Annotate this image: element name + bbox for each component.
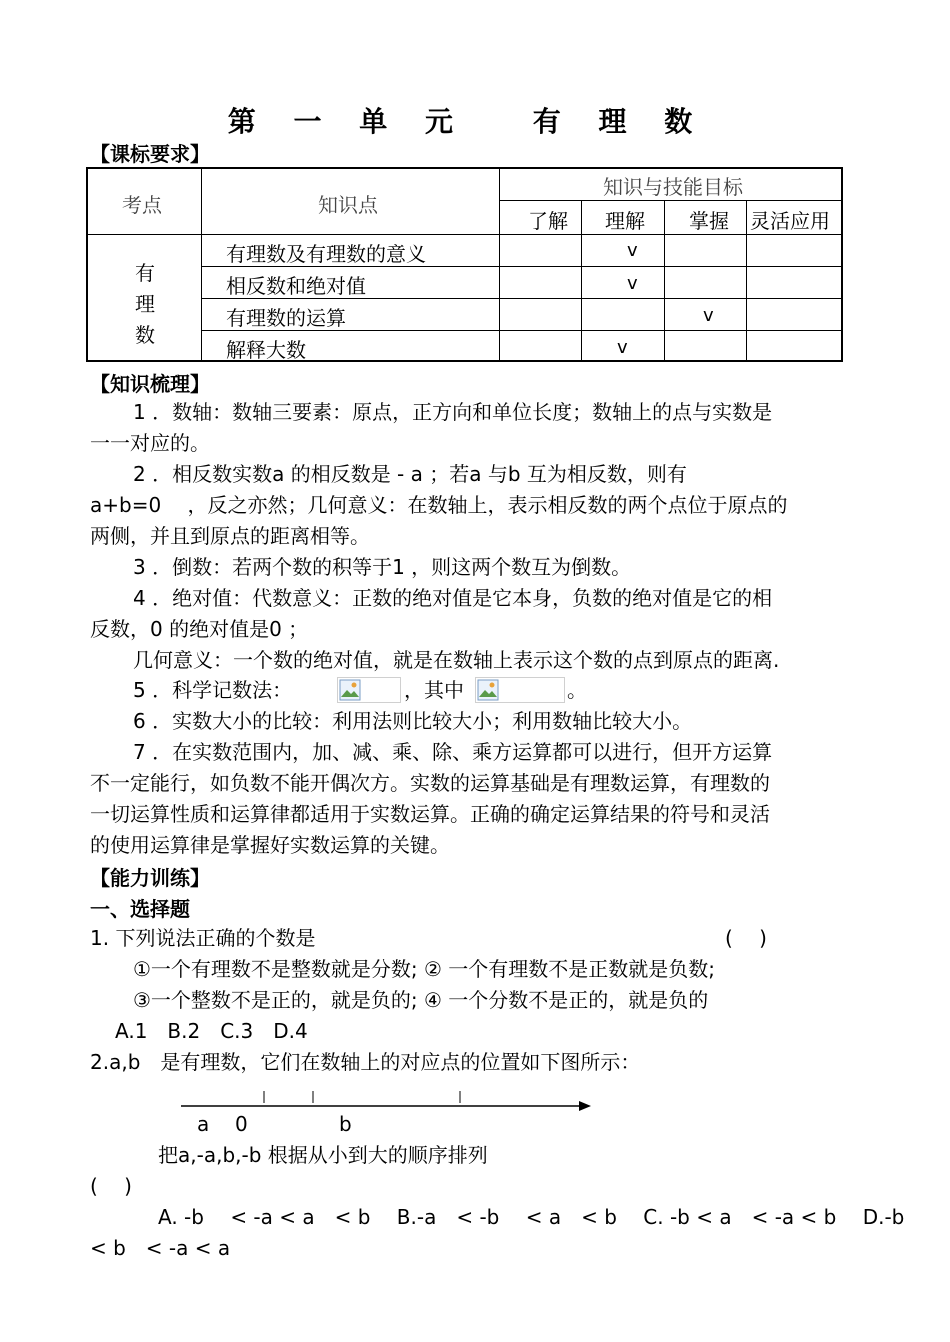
table-row-item: 解释大数	[226, 338, 306, 362]
answer-bracket: ( )	[90, 1174, 132, 1198]
paragraph-line: 1 ．数轴：数轴三要素：原点，正方向和单位长度；数轴上的点与实数是	[133, 400, 773, 424]
question-stem: 2.a,b 是有理数，它们在数轴上的对应点的位置如下图所示：	[90, 1050, 641, 1074]
question-stem: 1. 下列说法正确的个数是	[90, 926, 316, 950]
table-divider	[581, 201, 582, 360]
table-row-item: 有理数的运算	[226, 306, 346, 330]
paragraph-line: 7 ．在实数范围内，加、减、乘、除、乘方运算都可以进行，但开方运算	[133, 740, 773, 764]
answer-bracket: ( )	[725, 926, 767, 950]
section-heading-knowledge: 【知识梳理】	[90, 372, 210, 396]
subheader-liaojie: 了解	[528, 209, 568, 233]
header-goal: 知识与技能目标	[603, 175, 743, 199]
paragraph-line: 6 ．实数大小的比较：利用法则比较大小；利用数轴比较大小。	[133, 709, 693, 733]
section-heading-standards: 【课标要求】	[90, 142, 210, 166]
header-zhishidian: 知识点	[318, 193, 378, 217]
formula-image-placeholder	[475, 677, 565, 703]
axis-label-b: b	[339, 1112, 352, 1136]
paragraph-line: 2 ．相反数实数a 的相反数是 - a ；若a 与b 互为相反数，则有	[133, 462, 687, 486]
paragraph-line: 两侧，并且到原点的距离相等。	[90, 524, 370, 548]
question-options: A.1 B.2 C.3 D.4	[115, 1019, 308, 1043]
question-statement: ③一个整数不是正的，就是负的; ④ 一个分数不是正的，就是负的	[133, 988, 709, 1012]
subheader-lijie: 理解	[605, 209, 645, 233]
paragraph-line: 不一定能行，如负数不能开偶次方。实数的运算基础是有理数运算，有理数的	[90, 771, 770, 795]
check-mark: v	[703, 305, 714, 326]
table-row-item: 相反数和绝对值	[226, 274, 366, 298]
check-mark: v	[627, 273, 638, 294]
table-row-item: 有理数及有理数的意义	[226, 242, 426, 266]
section-heading-choice: 一、选择题	[90, 897, 190, 921]
paragraph-line: 5 ．科学记数法：	[133, 678, 293, 702]
paragraph-line: 4 ．绝对值：代数意义：正数的绝对值是它本身，负数的绝对值是它的相	[133, 586, 773, 610]
paragraph-line: 。	[567, 678, 587, 702]
paragraph-line: 的使用运算律是掌握好实数运算的关键。	[90, 833, 450, 857]
subheader-zhangwo: 掌握	[689, 209, 729, 233]
check-mark: v	[627, 240, 638, 261]
table-divider	[499, 200, 841, 201]
broken-image-icon	[339, 679, 361, 701]
table-divider	[664, 201, 665, 360]
arrow-right-icon	[579, 1101, 591, 1111]
row-group-char: 数	[135, 323, 155, 347]
standards-table	[86, 167, 843, 362]
row-group-char: 理	[135, 292, 155, 316]
question-instruction: 把a,-a,b,-b 根据从小到大的顺序排列	[158, 1143, 488, 1167]
broken-image-icon	[477, 679, 499, 701]
paragraph-line: a+b=0 ，反之亦然；几何意义：在数轴上，表示相反数的两个点位于原点的	[90, 493, 788, 517]
table-divider	[88, 234, 841, 235]
axis-label-a: a	[197, 1112, 210, 1136]
table-divider	[201, 169, 202, 360]
header-kaodian: 考点	[122, 193, 162, 217]
question-statement: ①一个有理数不是整数就是分数; ② 一个有理数不是正数就是负数;	[133, 957, 716, 981]
check-mark: v	[617, 337, 628, 358]
paragraph-line: 一一对应的。	[90, 431, 210, 455]
axis-label-zero: 0	[235, 1112, 248, 1136]
row-group-char: 有	[135, 261, 155, 285]
paragraph-line: 反数，0 的绝对值是0 ；	[90, 617, 309, 641]
paragraph-line: 一切运算性质和运算律都适用于实数运算。正确的确定运算结果的符号和灵活	[90, 802, 770, 826]
question-options: < b < -a < a	[90, 1236, 231, 1260]
subheader-linghuo: 灵活应用	[750, 209, 830, 233]
paragraph-line: 几何意义：一个数的绝对值，就是在数轴上表示这个数的点到原点的距离.	[133, 648, 780, 672]
formula-image-placeholder	[337, 677, 401, 703]
question-options: A. -b < -a < a < b B.-a < -b < a < b C. -b < a < -a < b D.-b	[158, 1205, 905, 1229]
section-heading-training: 【能力训练】	[90, 866, 210, 890]
paragraph-line: ，其中	[404, 678, 464, 702]
page-title: 第 一 单 元 有 理 数	[227, 105, 707, 138]
paragraph-line: 3 ．倒数：若两个数的积等于1 ，则这两个数互为倒数。	[133, 555, 632, 579]
table-divider	[499, 169, 500, 360]
table-divider	[746, 201, 747, 360]
